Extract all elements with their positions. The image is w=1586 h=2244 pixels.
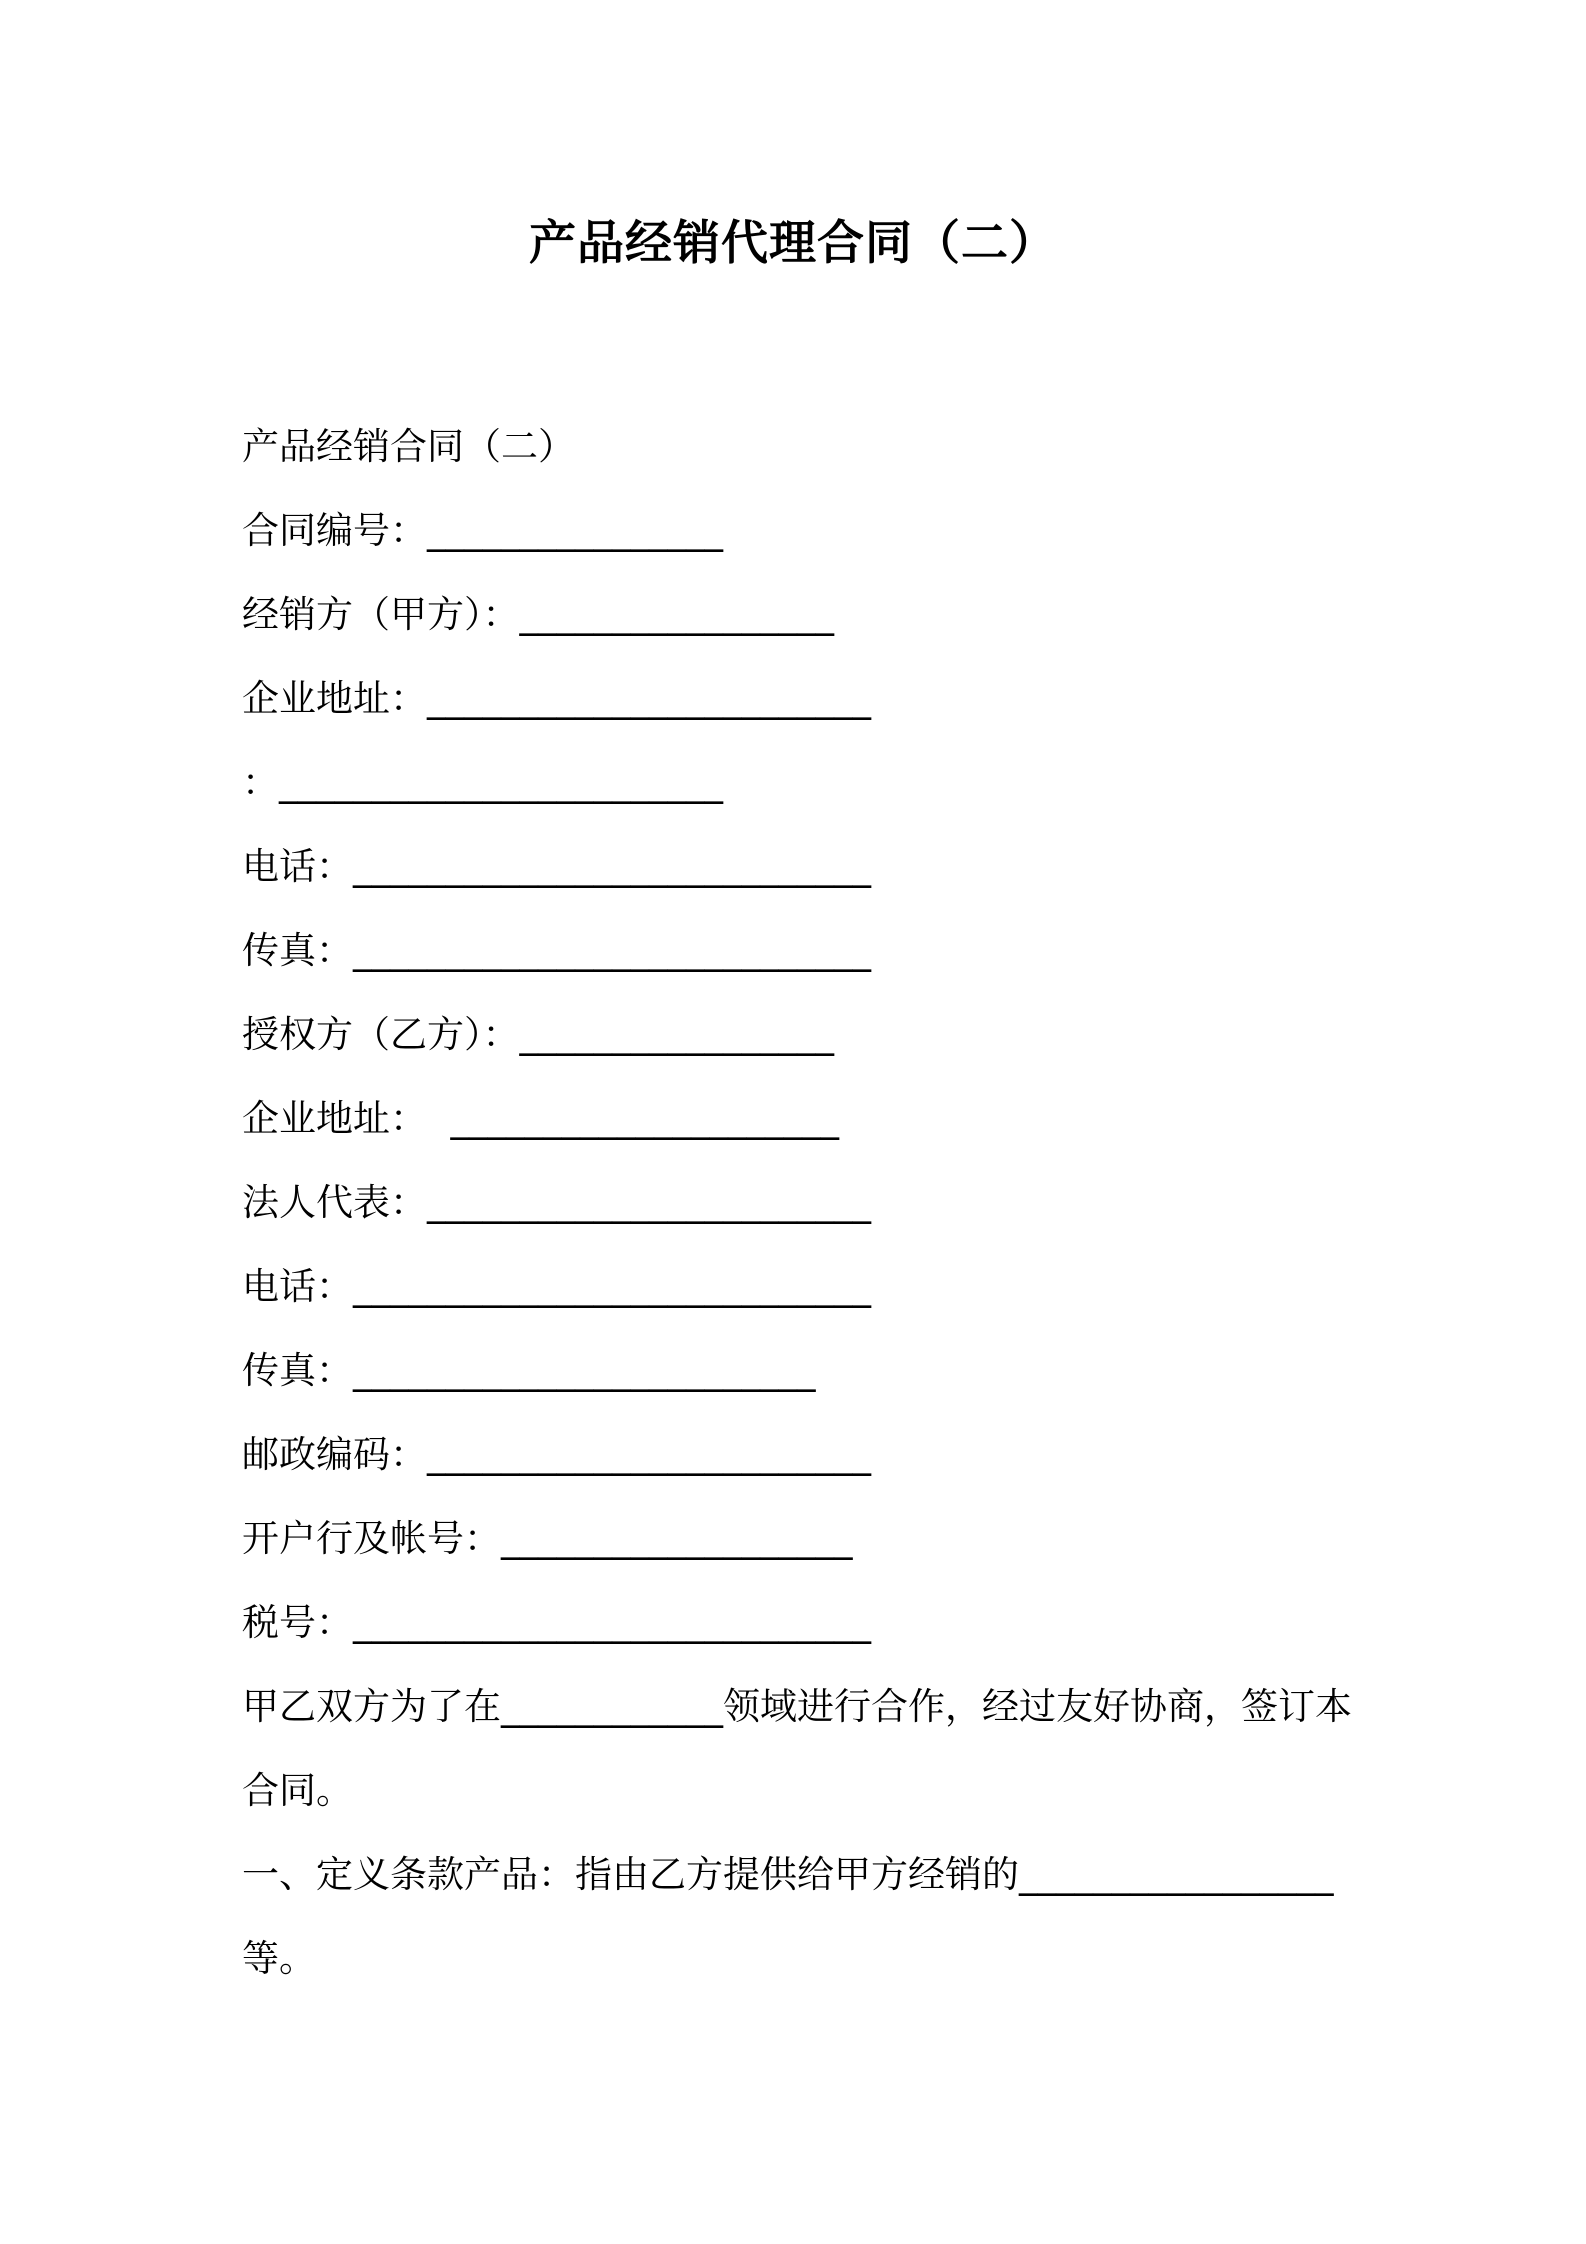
field-contract-number: 合同编号：________________ [242, 509, 723, 552]
field-party-a-fax: 传真：____________________________ [242, 929, 871, 972]
field-party-a-phone: 电话：____________________________ [242, 845, 871, 888]
field-legal-representative: 法人代表：________________________ [242, 1181, 871, 1224]
field-party-b-address: 企业地址： _____________________ [242, 1097, 840, 1140]
clause-definition: 一、定义条款产品：指由乙方提供给甲方经销的_________________等。 [242, 1853, 1334, 1980]
field-party-b-fax: 传真：_________________________ [242, 1349, 816, 1392]
field-party-a-unlabeled: ：________________________ [242, 761, 723, 804]
field-tax-number: 税号：____________________________ [242, 1601, 871, 1644]
intro-paragraph: 甲乙双方为了在____________领域进行合作，经过友好协商，签订本合同。 [242, 1685, 1352, 1812]
field-party-b-phone: 电话：____________________________ [242, 1265, 871, 1308]
document-subtitle: 产品经销合同（二） [242, 425, 575, 468]
document-body [242, 405, 1362, 2001]
field-bank-account: 开户行及帐号：___________________ [242, 1517, 853, 1560]
field-party-a-name: 经销方（甲方）：_________________ [242, 593, 834, 636]
field-party-b-name: 授权方（乙方）：_________________ [242, 1013, 834, 1056]
document-title: 产品经销代理合同（二） [529, 216, 1057, 271]
field-party-a-address: 企业地址：________________________ [242, 677, 871, 720]
field-postal-code: 邮政编码：________________________ [242, 1433, 871, 1476]
